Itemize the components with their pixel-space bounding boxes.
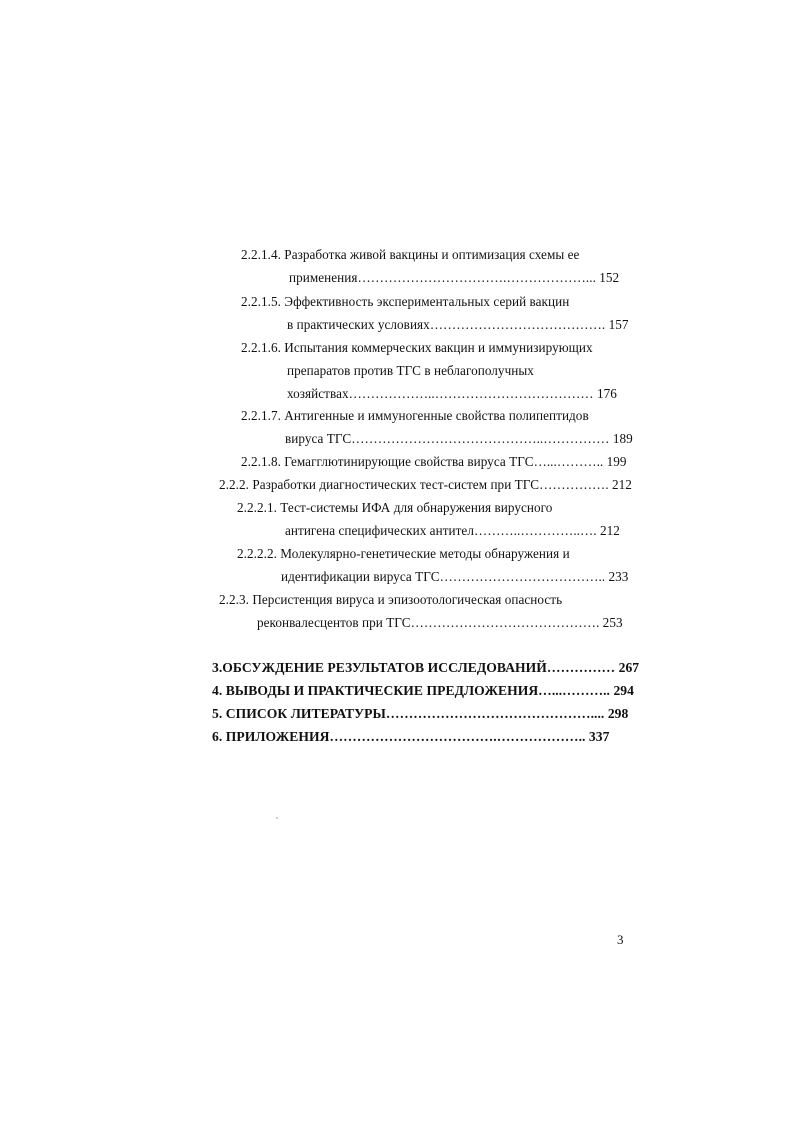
toc-entry-2-2-1-6: 2.2.1.6. Испытания коммерческих вакцин и иммунизирующих [241,340,593,355]
toc-entry-2-2-2-1: 2.2.2.1. Тест-системы ИФА для обнаружения вирусного [237,500,553,515]
toc-entry-2-2-2: 2.2.2. Разработки диагностических тест-систем при ТГС……………. 212 [219,477,632,492]
toc-entry-2-2-2-1-cont: антигена специфических антител………..…………..…. 212 [285,523,620,538]
toc-entry-2-2-3-cont: реконвалесцентов при ТГС……………………………………. 253 [257,615,623,630]
toc-entry-2-2-1-5: 2.2.1.5. Эффективность экспериментальных серий вакцин [241,294,570,309]
toc-chapter-5: 5. СПИСОК ЛИТЕРАТУРЫ……………………………………….... 298 [212,706,629,721]
toc-entry-2-2-3: 2.2.3. Персистенция вируса и эпизоотологическая опасность [219,592,563,607]
toc-chapter-3: 3.ОБСУЖДЕНИЕ РЕЗУЛЬТАТОВ ИССЛЕДОВАНИЙ…………… 267 [212,660,640,675]
toc-entry-2-2-2-2-cont: идентификации вируса ТГС……………………………….. 233 [281,569,629,584]
toc-entry-2-2-1-8: 2.2.1.8. Гемагглютинирующие свойства вируса ТГС…...……….. 199 [241,454,627,469]
toc-entry-2-2-1-7: 2.2.1.7. Антигенные и иммуногенные свойства полипептидов [241,408,589,423]
toc-entry-2-2-1-4-cont: применения…………………………….………………... 152 [289,270,620,285]
toc-entry-2-2-2-2: 2.2.2.2. Молекулярно-генетические методы обнаружения и [237,546,570,561]
toc-entry-2-2-1-6-cont: препаратов против ТГС в неблагополучных [287,363,534,378]
toc-entry-2-2-1-5-cont: в практических условиях…………………………………. 157 [287,317,629,332]
toc-entry-2-2-1-4: 2.2.1.4. Разработка живой вакцины и оптимизация схемы ее [241,247,580,262]
toc-entry-2-2-1-6-cont2: хозяйствах………………..……………………………… 176 [287,386,617,401]
page-number: 3 [617,932,624,947]
toc-chapter-4: 4. ВЫВОДЫ И ПРАКТИЧЕСКИЕ ПРЕДЛОЖЕНИЯ…...……….. 294 [212,683,634,698]
toc-entry-2-2-1-7-cont: вируса ТГС……………………………………..…………… 189 [285,431,633,446]
toc-chapter-6: 6. ПРИЛОЖЕНИЯ……………………………….……………….. 337 [212,729,610,744]
scan-speck [276,817,278,819]
